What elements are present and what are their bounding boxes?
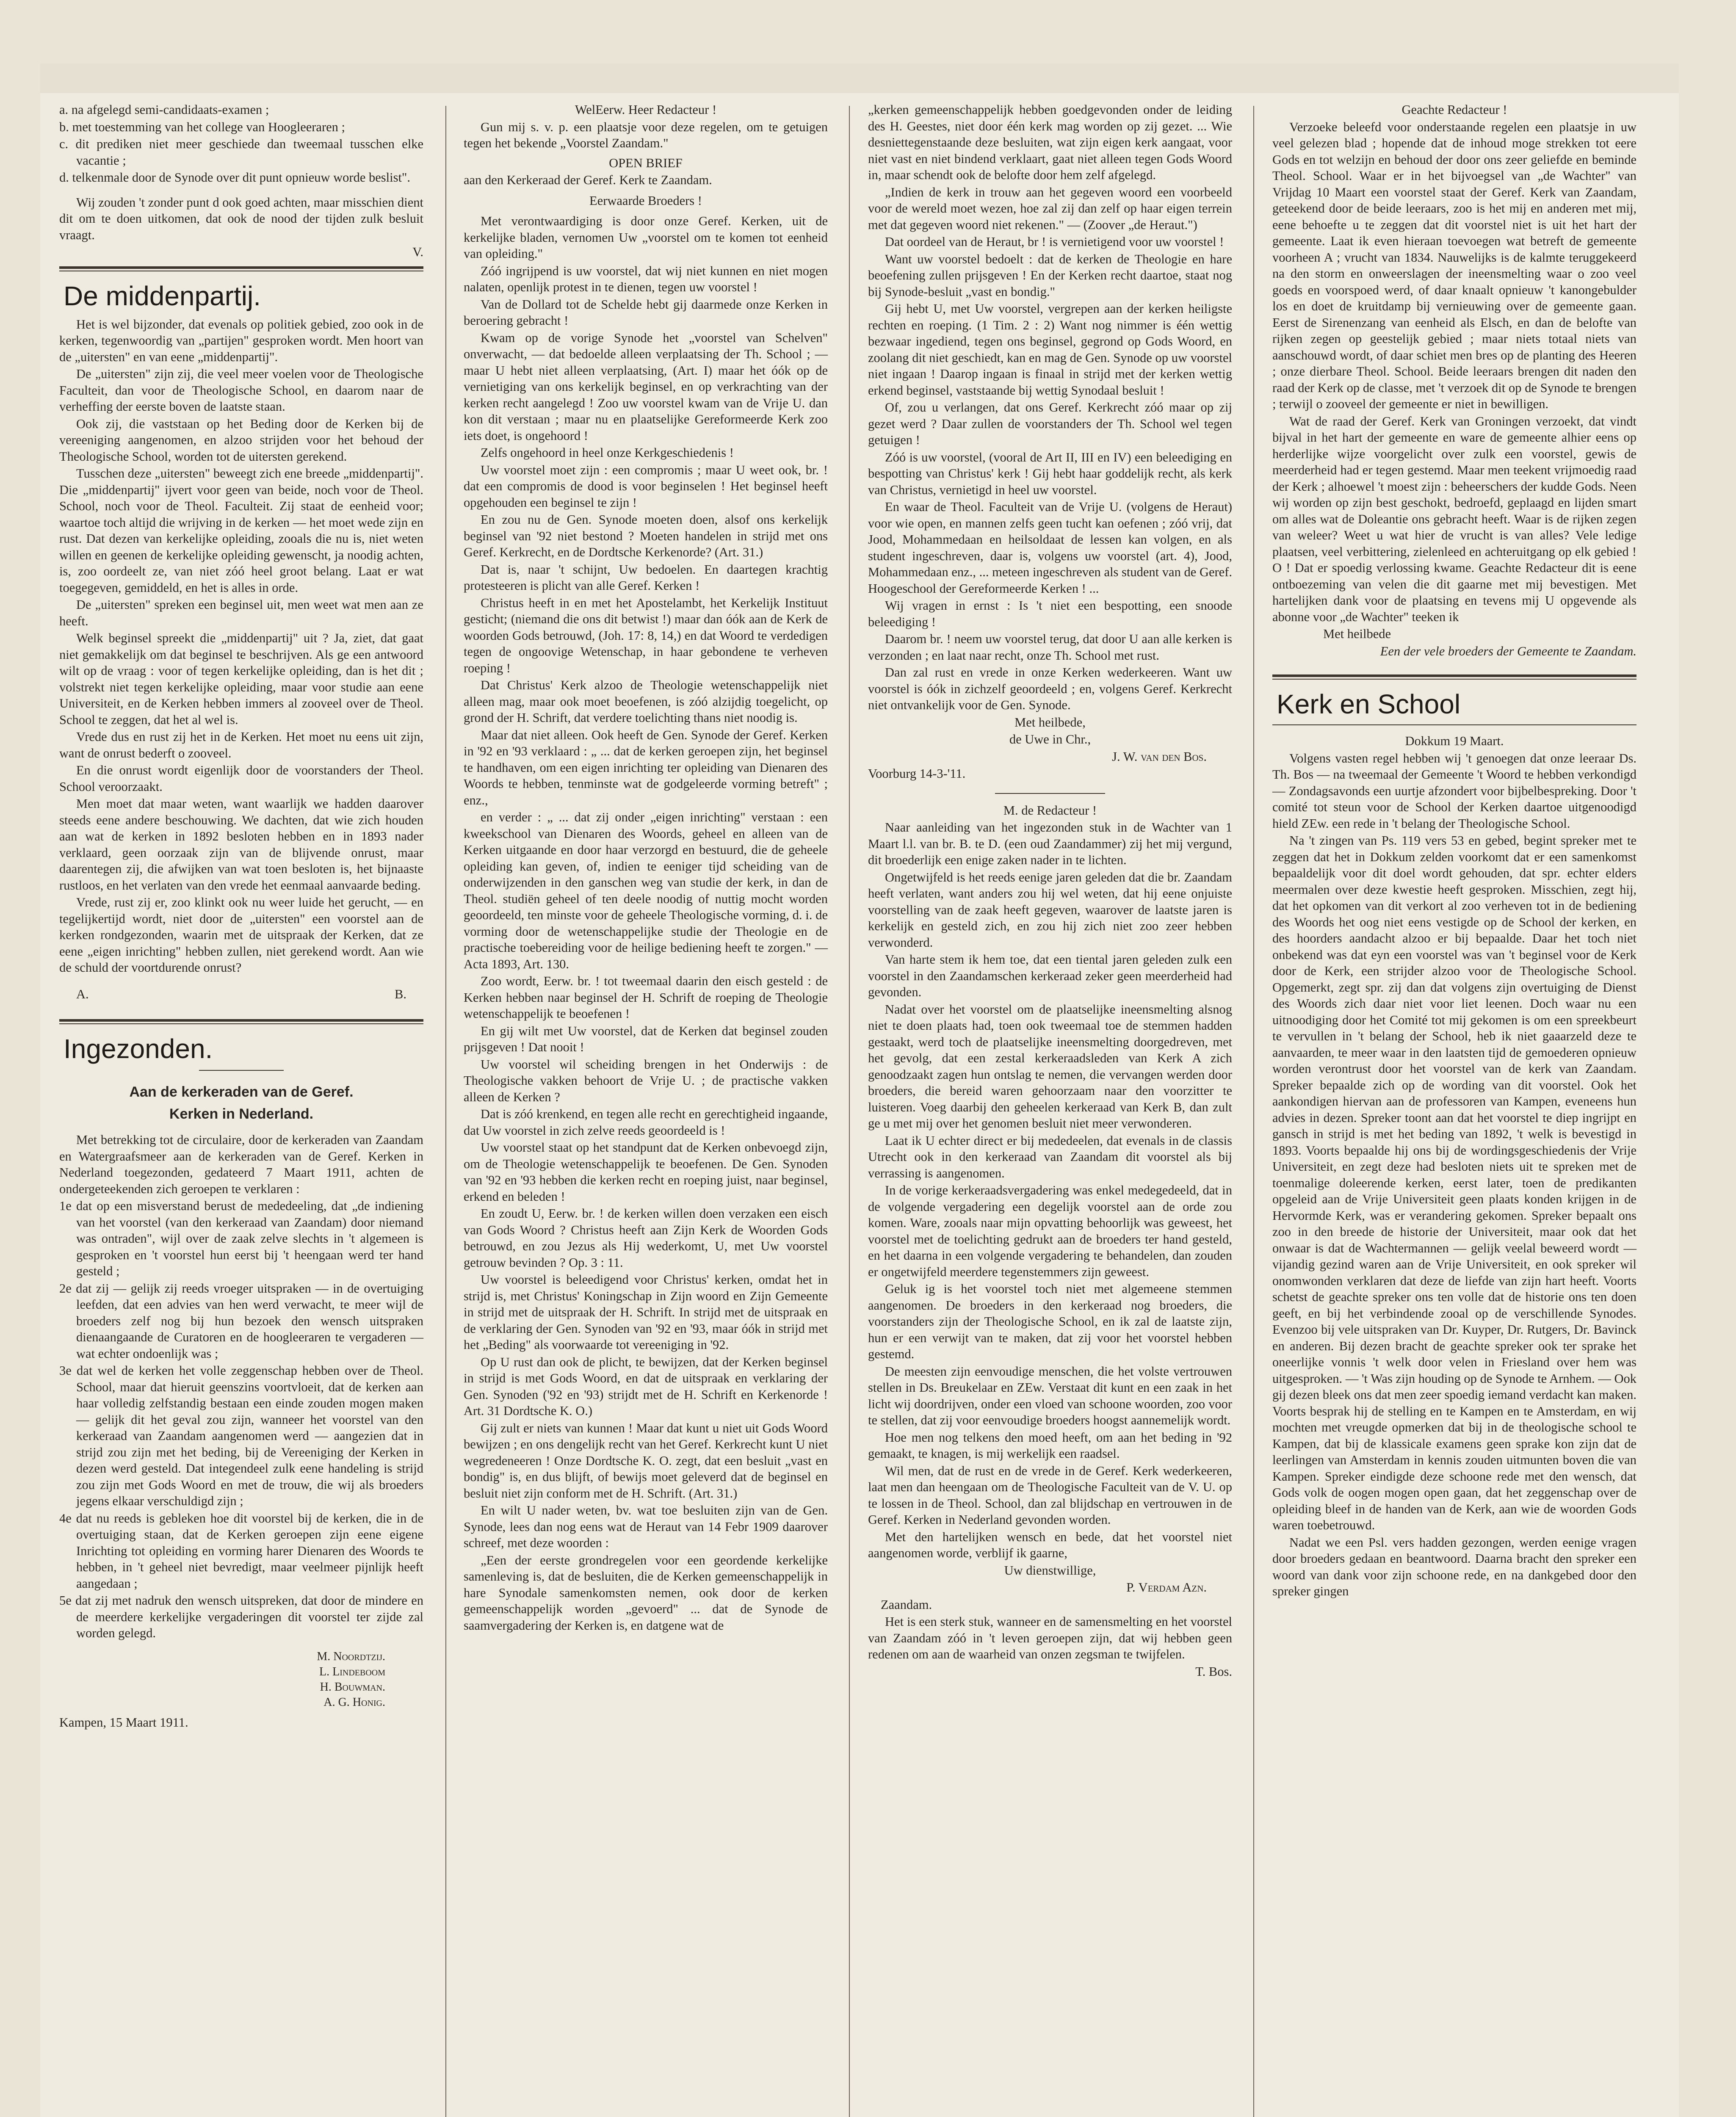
column-4 <box>1272 102 1636 1600</box>
paragraph: Volgens vasten regel hebben wij 't genoegen dat onze leeraar Ds. Th. Bos — na tweemaal der Gemeente 't Woord te hebben verkondigd — Zondagsavonds een uurtje afzondert voor bijbelbespreking. Door 't comité tot steun voor de School der Kerken daartoe uitgenoodigd hield ZEw. een rede in 't belang der Theologische School. <box>1272 751 1636 831</box>
dateline: Zaandam. <box>881 1597 932 1612</box>
signature: Een der vele broeders der Gemeente te Zaandam. <box>1380 644 1636 658</box>
paragraph: Tusschen deze „uitersten" beweegt zich ene breede „middenpartij". Die „middenpartij" ijvert voor geen van beide, noch voor de Theol. School, noch voor de Theol. Faculteit. Zij staat de eenheid voor; waartoe toch altijd die wrijving in de kerken — het moet wede zijn en rust. Dat dezen van kerkelijke opleiding, zooals die nu is, niet weten willen en geenen de kerkelijke opleiding gewenscht, ja noodig achten, is, zoo oordeelt ze, van niet zóó heel groot belang. Laat er wat toegegeven, gemiddeld, en het is alles in orde. <box>59 466 423 595</box>
paragraph: De meesten zijn eenvoudige menschen, die het volste vertrouwen stellen in Ds. Breukelaar en ZEw. Verstaat dit kunt en een zaak in het licht wij doordrijven, onder een vloed van schoone woorden, zoo voor te stellen, dat zij voor eenvoudige broeders hoogst aannemelijk wordt. <box>868 1364 1232 1427</box>
salutation: Geachte Redacteur ! <box>1402 102 1507 117</box>
paragraph: Van harte stem ik hem toe, dat een tiental jaren geleden zulk een voorstel in den Zaandamschen kerkeraad zeker geen meerderheid had gevonden. <box>868 952 1232 999</box>
section-rule <box>59 1023 423 1024</box>
signature: V. <box>412 245 423 259</box>
paragraph: Gun mij s. v. p. een plaatsje voor deze regelen, om te getuigen tegen het bekende „Voorstel Zaandam." <box>464 119 828 150</box>
paragraph: Vrede, rust zij er, zoo klinkt ook nu weer luide het gerucht, — en tegelijkertijd wordt, niet door de „uitersten" een voorstel aan de kerken rondgezonden, waarin met de uitspraak der Kerken, dat ze eene „eigen inrichting" hebben zullen, niet gerekend wordt. Aan wie de schuld der voortdurende onrust? <box>59 895 423 975</box>
paragraph: En wilt U nader weten, bv. wat toe besluiten zijn van de Gen. Synode, lees dan nog eens wat de Heraut van 14 Febr 1909 daarover schreef, met deze woorden : <box>464 1503 828 1550</box>
column-rule <box>849 106 850 2117</box>
paragraph: Op U rust dan ook de plicht, te bewijzen, dat der Kerken beginsel in strijd is met Gods Woord, en dat de uitspraak en verklaring der Gen. Synoden ('92 en '93) strijdt met de H. Schrift en Kerkenorde ! Art. 31 Dordtsche K. O.) <box>464 1354 828 1418</box>
paragraph: Dat is zóó krenkend, en tegen alle recht en gerechtigheid ingaande, dat Uw voorstel in zich zelve reeds geoordeeld is ! <box>464 1107 828 1138</box>
paragraph: Men moet dat maar weten, want waarlijk we hadden daarover steeds eene andere beschouwing. We dachten, dat wie zich houden aan wat de kerken in 1892 besloten hebben en in 1893 nader verklaard, geen oorzaak zijn van de blijvende onrust, maar daarentegen zij, die afwijken van wat toen besloten is, het bijnaaste rustloos, en het verlaten van den vrede het eenmaal aanvaarde beding. <box>59 796 423 893</box>
salutation: WelEerw. Heer Redacteur ! <box>575 102 717 117</box>
paragraph: Ongetwijfeld is het reeds eenige jaren geleden dat die br. Zaandam heeft verlaten, want anders zou hij wel weten, dat hij eene onjuiste voorstelling van de zaak heeft gegeven, waarover de laatste jaren is kerkelijk en gesteld zich, en zou hij zich niet zoo zeer hebben verwonderd. <box>868 870 1232 950</box>
short-rule <box>995 793 1105 794</box>
list-item-b: b. met toestemming van het college van Hoogleeraren ; <box>59 119 346 134</box>
signature: B. <box>395 987 406 1001</box>
paragraph: Wil men, dat de rust en de vrede in de Geref. Kerk wederkeeren, laat men dan heengaan om de Theologische Faculteit van de V. U. op te lossen in de Theol. School, dan zal blijdschap en vertrouwen in de Geref. Kerken in Nederland gevonden worden. <box>868 1463 1232 1527</box>
paragraph: Christus heeft in en met het Apostelambt, het Kerkelijk Instituut gesticht; (niemand die ons dit betwist !) maar dan óók aan de Kerk de woorden Gods betrouwd, (Joh. 17: 8, 14,) en dat Woord te verdedigen tegen de ongoovige Wetenschap, in haar gebondene te verheven roeping ! <box>464 595 828 675</box>
paragraph: Dat oordeel van de Heraut, br ! is vernietigend voor uw voorstel ! <box>885 235 1224 249</box>
paragraph: Van de Dollard tot de Schelde hebt gij daarmede onze Kerken in beroering gebracht ! <box>464 297 828 328</box>
paragraph: En waar de Theol. Faculteit van de Vrije U. (volgens de Heraut) voor wie open, en mannen zelfs geen tucht kan oefenen ; zóó vrij, dat Jood, Mohammedaan en heilsoldaat de lessen kan volgen, en als student ingeschreven, daar is, volgens uw voorstel (art. 4), Jood, Mohammedaan enz., ... meteen ingeschreven als student van de Geref. Hoogeschool der Gereformeerde Kerken ! ... <box>868 500 1232 596</box>
paragraph: En gij wilt met Uw voorstel, dat de Kerken dat beginsel zouden prijsgeven ! Dat nooit ! <box>464 1023 828 1054</box>
section-rule <box>1272 724 1636 725</box>
paragraph: Zóó ingrijpend is uw voorstel, dat wij niet kunnen en niet mogen nalaten, openlijk protest in te dienen, tegen uw voorstel ! <box>464 263 828 294</box>
paragraph: Vrede dus en rust zij het in de Kerken. Het moet nu eens uit zijn, want de onrust bederft o zooveel. <box>59 730 423 760</box>
open-brief-heading: OPEN BRIEF <box>609 155 683 170</box>
dateline: Voorburg 14-3-'11. <box>868 766 966 781</box>
list-item-a: a. na afgelegd semi-candidaats-examen ; <box>59 102 269 117</box>
paragraph: Uw voorstel wil scheiding brengen in het Onderwijs : de Theologische vakken behoort de Vrije U. ; de practische vakken alleen de Kerken ? <box>464 1057 828 1104</box>
salutation: M. de Redacteur ! <box>1003 803 1097 818</box>
signature-block <box>59 1649 423 1710</box>
list-item: 2e dat zij — gelijk zij reeds vroeger uitspraken — in de overtuiging leefden, dat een advies van hen werd verwacht, te meer wijl de broeders zelf nog bij hun bezoek den wensch uitspraken dienaangaande de Curatoren en de hoogleeraren te vergaderen — wat echter ondoenlijk was ; <box>59 1281 423 1361</box>
paragraph: Wij vragen in ernst : Is 't niet een bespotting, een snoode beleediging ! <box>868 598 1232 629</box>
paragraph: En zoudt U, Eerw. br. ! de kerken willen doen verzaken een eisch van Gods Woord ? Christus heeft aan Zijn Kerk de Woorden Gods betrouwd, en zou Jezus als Hij wederkomt, U, met Uw voorstel getrouw bevinden ? Op. 3 : 11. <box>464 1206 828 1270</box>
signature-name: H. Bouwman. <box>320 1680 385 1694</box>
paragraph: „kerken gemeenschappelijk hebben goedgevonden onder de leiding des H. Geestes, niet door één kerk mag worden op zij gezet. ... Wie desniettegenstaande deze besluiten, wat zijn eigen kerk aangaat, voor niet vast en niet bindend verklaart, gaat niet alleen tegen Gods Woord in, maar schendt ook de belofte door hem zelf afgelegd. <box>868 102 1232 182</box>
paragraph: Met verontwaardiging is door onze Geref. Kerken, uit de kerkelijke bladen, vernomen Uw „voorstel om te komen tot eenheid van opleiding." <box>464 214 828 261</box>
paragraph: De „uitersten" zijn zij, die veel meer voelen voor de Theologische Faculteit, dan voor de Theologische School, en daarom naar de verheffing der eerste boven de laatste staan. <box>59 367 423 414</box>
column-2 <box>464 102 828 1634</box>
paragraph: Dat is, naar 't schijnt, Uw bedoelen. En daartegen krachtig protesteeren is plicht van alle Geref. Kerken ! <box>464 562 828 593</box>
section-rule <box>59 266 423 269</box>
list-item-c: c. dit prediken niet meer geschiede dan tweemaal tusschen elke vacantie ; <box>59 137 423 168</box>
page-top-margin <box>40 64 1679 93</box>
section-heading: Ingezonden. <box>64 1034 213 1064</box>
list-item: 4e dat nu reeds is gebleken hoe dit voorstel bij de kerken, die in de overtuiging staan, dat de Kerken geroepen zijn eene eigene Inrichting tot opleiding en vorming harer Dienaren des Woords te hebben, in 't geheel niet bevredigt, maar veelmeer pijnlijk heeft aangedaan ; <box>59 1511 423 1591</box>
dateline: Dokkum 19 Maart. <box>1405 734 1504 748</box>
article-heading: Aan de kerkeraden van de Geref. <box>129 1084 354 1100</box>
paragraph: Dan zal rust en vrede in onze Kerken wederkeeren. Want uw voorstel is óók in zichzelf geoordeeld ; en, volgens Geref. Kerkrecht niet ontvankelijk voor de Gen. Synode. <box>868 665 1232 712</box>
column-1 <box>59 102 423 1731</box>
section-heading: De middenpartij. <box>64 280 261 311</box>
salutation: Eerwaarde Broeders ! <box>589 193 702 208</box>
paragraph: Uw voorstel is beleedigend voor Christus' kerken, omdat het in strijd is, met Christus' Koningschap in Zijn woord en Zijn Gemeente in strijd met de uitspraak der H. Schrift. In strijd met de uitspraak en de verklaring der Gen. Synoden van '92 en '93, maar óók in strijd met het „Beding" als voorwaarde tot vereeniging in '92. <box>464 1272 828 1352</box>
paragraph: Wat de raad der Geref. Kerk van Groningen verzoekt, dat vindt bijval in het hart der gemeente en ware de gemeente alhier eens op herderlijke wijze voorgelicht over zulk een voorstel, gewis de meerderheid had er tegen gestemd. Maar men teekent vrijmoedig raad der Kerk ; alhoewel 't moest zijn : beheerschers der kudde Gods. Neen wij worden op zijn best geschokt, bedroefd, geplaagd en lijden smart om alles wat de Doleantie ons gebracht heeft. Waar is de rijken zegen van weleer? Weet u wat hier de vrucht is van alles? Vele ledige plaatsen, veel verbittering, zielenleed en achteruitgang op elk gebied ! O ! Dat er spoedig verlossing kwame. Geachte Redacteur dit is eene ontboezeming van velen die dit gaarne met mij bevestigen. Met hartelijken dank voor de plaatsing en tevens mij U opgevende als abonne voor „de Wachter" teeken ik <box>1272 414 1636 624</box>
paragraph: Gij zult er niets van kunnen ! Maar dat kunt u niet uit Gods Woord bewijzen ; en ons dengelijk recht van het Geref. Kerkrecht kunt U niet wegredeneeren ! Onze Dordtsche K. O. zegt, dat een besluit „vast en bondig" is, en dus blijft, of bewijs moet geleverd dat de beginsel en besluit niet zijn conform met de H. Schrift. (Art. 31.) <box>464 1421 828 1501</box>
paragraph: Nadat we een Psl. vers hadden gezongen, werden eenige vragen door broeders gedaan en beantwoord. Daarna bracht den spreker een woord van dank voor zijn schoone rede, en na dankgebed door den spreker gingen <box>1272 1535 1636 1598</box>
signature-row <box>59 986 423 1003</box>
list-item: 1e dat op een misverstand berust de mededeeling, dat „de indiening van het voorstel (van den kerkeraad van Zaandam) door niemand was ontraden", wijl over de zaak zelve slechts in 't algemeen is gesproken en 't voorstel hun eerst bij 't heengaan werd ter hand gesteld ; <box>59 1199 423 1278</box>
dateline: Kampen, 15 Maart 1911. <box>59 1715 188 1730</box>
paragraph: „Een der eerste grondregelen voor een geordende kerkelijke samenleving is, dat de besluiten, die de Kerken gemeenschappelijk in hare Synodale samenkomsten nemen, ook door de kerken gemeenschappelijk worden „gevoerd" ... dat de Synode de saamvergadering der Kerken is, en datgene wat de <box>464 1553 828 1633</box>
paragraph: Geluk ig is het voorstel toch niet met algemeene stemmen aangenomen. De broeders in den kerkeraad nog broeders, die voorstanders zijn der Theologische School, en ik zal de laatste zijn, hun er een verwijt van te maken, dat zij voor het voorstel hebben gestemd. <box>868 1282 1232 1361</box>
paragraph: Verzoeke beleefd voor onderstaande regelen een plaatsje in uw veel gelezen blad ; hopende dat de inhoud moge strekken tot eere Gods en tot welzijn en behoud der door ons zeer geliefde en beminde Theol. School. Waar er in het bijvoegsel van „de Wachter" van Vrijdag 10 Maart een voorstel staat der Geref. Kerk van Zaandam, geteekend door de beide leeraars, zoo is het mij en anderen met mij, eene behoefte u te zeggen dat dit voorstel niet is uit het hart der gemeente. Laat ik even hieraan toevoegen wat betreft de gemeente voorheen A ; vrucht van 1834. Nauwelijks is de kalmte teruggekeerd na den storm en onweerslagen der ineensmelting waar o zoo veel goeds en voorspoed werd, of daar knaalt opnieuw 't kanongebulder los en doet de kruitdamp bij vernieuwing over de gemeente gaan. Eerst de Sirenenzang van eenheid als Elsch, en dan de belofte van rijken zegen op geestelijk gebied ; maar niets totaal niets van aanschouwd wordt, of daar schiet men bres op de planting des Heeren ; onze dierbare Theol. School. Beide leeraars brengen dit naden den raad der Kerk op de classe, met 't verzoek dit op de Synode te brengen ; terwijl o zooveel der gemeente er niet in bewilligen. <box>1272 119 1636 411</box>
paragraph: Met den hartelijken wensch en bede, dat het voorstel niet aangenomen worde, verblijf ik gaarne, <box>868 1529 1232 1560</box>
paragraph: Dat Christus' Kerk alzoo de Theologie wetenschappelijk niet alleen mag, maar ook moet beoefenen, is zóó alzijdig toegelicht, op grond der H. Schrift, dat verdere toelichting thans niet noodig is. <box>464 678 828 725</box>
section-heading: Kerk en School <box>1277 689 1461 719</box>
paragraph: Want uw voorstel bedoelt : dat de kerken de Theologie en hare beoefening zullen prijsgeven ! En der Kerken recht daartoe, staat nog bij Synode-besluit „vast en bondig." <box>868 251 1232 299</box>
closing: de Uwe in Chr., <box>1009 732 1091 746</box>
column-rule <box>445 106 446 2117</box>
signature-name: A. G. Honig. <box>323 1695 385 1709</box>
signature: T. Bos. <box>1195 1664 1232 1679</box>
paragraph: Hoe men nog telkens den moed heeft, om aan het beding in '92 gemaakt, te knagen, is mij werkelijk een raadsel. <box>868 1430 1232 1461</box>
paragraph: Uw voorstel staat op het standpunt dat de Kerken onbevoegd zijn, om de Theologie wetenschappelijk te beoefenen. De Gen. Synoden van '92 en '93 hebben die kerken recht en roeping juist, naar beginsel, erkend en beleden ! <box>464 1140 828 1204</box>
paragraph: De „uitersten" spreken een beginsel uit, men weet wat men aan ze heeft. <box>59 597 423 628</box>
paragraph: Zoo wordt, Eerw. br. ! tot tweemaal daarin den eisch gesteld : de Kerken hebben naar beginsel der H. Schrift de roeping de Theologie wetenschappelijk te beoefenen ! <box>464 974 828 1021</box>
paragraph: Daarom br. ! neem uw voorstel terug, dat door U aan alle kerken is verzonden ; en laat naar recht, onze Th. School met rust. <box>868 632 1232 663</box>
paragraph: En zou nu de Gen. Synode moeten doen, alsof ons kerkelijk beginsel van '92 niet bestond ? Moeten handelen in strijd met ons Geref. Kerkrecht, en de Dordtsche Kerkenorde? (Art. 31.) <box>464 512 828 559</box>
paragraph: „Indien de kerk in trouw aan het gegeven woord een voorbeeld voor de wereld moet wezen, hoe zal zij dan zelf op haar eigen terrein met dat gegeven woord niet rekenen." — (Zoover „de Heraut.") <box>868 185 1232 232</box>
paragraph: Zelfs ongehoord in heel onze Kerkgeschiedenis ! <box>481 445 734 460</box>
paragraph: Maar dat niet alleen. Ook heeft de Gen. Synode der Geref. Kerken in '92 en '93 verklaard : „ ... dat de kerken geroepen zijn, het beginsel te handhaven, om een eigen inrichting ter opleiding van Dienaren des Woords te hebben, tenminste wat de godgeleerde vorming betreft" ; enz., <box>464 727 828 807</box>
signature: A. <box>76 987 89 1001</box>
paragraph: Het is wel bijzonder, dat evenals op politiek gebied, zoo ook in de kerken, tegenwoordig van „partijen" gesproken wordt. Men hoort van de „uitersten" en van eene „middenpartij". <box>59 317 423 364</box>
section-rule <box>59 1019 423 1022</box>
paragraph: En die onrust wordt eigenlijk door de voorstanders der Theol. School veroorzaakt. <box>59 763 423 794</box>
section-rule <box>1272 679 1636 680</box>
list-item: 3e dat wel de kerken het volle zeggenschap hebben over de Theol. School, maar dat hieruit geenszins voortvloeit, dat de kerken aan haar volledig zelfstandig bestaan een einde zouden mogen maken — gelijk dit het geval zou zijn, wanneer het voorstel van den kerkeraad van Zaandam aangenomen werd — aangezien dat in strijd zou zijn met het beding, bij de Vereeniging der Kerken in dezen werd gesteld. Dat integendeel zulk eene handeling is strijd zou zijn met Gods Woord en met de trouw, die wij als broeders jegens elkaar verschuldigd zijn ; <box>59 1363 423 1508</box>
paragraph: Wij zouden 't zonder punt d ook goed achten, maar misschien dient dit om te doen uitkomen, dat ook de nood der tijden zulk besluit vraagt. <box>59 195 423 242</box>
paragraph: Naar aanleiding van het ingezonden stuk in de Wachter van 1 Maart l.l. van br. B. te D. (een oud Zaandammer) zij het mij vergund, dit broederlijk een enige zaken nader in te lichten. <box>868 820 1232 867</box>
article-heading: Kerken in Nederland. <box>169 1106 314 1122</box>
signature-name: M. Noordtzij. <box>317 1650 385 1663</box>
short-rule <box>199 1070 284 1071</box>
section-rule <box>1272 674 1636 677</box>
paragraph: Met betrekking tot de circulaire, door de kerkeraden van Zaandam en Watergraafsmeer aan de kerkeraden van de Geref. Kerken in Nederland toegezonden, gedateerd 7 Maart 1911, achten de ondergeteekenden zich geroepen te verklaren : <box>59 1133 423 1196</box>
paragraph: Het is een sterk stuk, wanneer en de samensmelting en het voorstel van Zaandam zóó in 't leven geroepen zijn, dat wij hebben geen redenen om aan de waarheid van onzen zegsman te twijfelen. <box>868 1614 1232 1661</box>
paragraph: Zóó is uw voorstel, (vooral de Art II, III en IV) een beleediging en bespotting van Christus' kerk ! Gij hebt haar goddelijk recht, als kerk van Christus, vernietigd in heel uw voorstel. <box>868 450 1232 497</box>
newspaper-page <box>40 64 1679 2117</box>
paragraph: Welk beginsel spreekt die „middenpartij" uit ? Ja, ziet, dat gaat niet gemakkelijk om dat beginsel te beschrijven. Als ge een antwoord wilt op de vraag : voor of tegen kerkelijke opleiding, dan is het dit ; volstrekt niet tegen kerkelijke opleiding, maar voor studie aan eene Universiteit, en de Kerken hebben immers al zooveel over de Theol. School te zeggen, dat het al wel is. <box>59 631 423 727</box>
column-3 <box>868 102 1232 1680</box>
paragraph: Nadat over het voorstel om de plaatselijke ineensmelting alsnog niet te doen plaats had, toen ook tweemaal toe de stemmen hadden gestaakt, werd toch de plaatselijke ineensmelting doorgedreven, met het gevolg, dat een zestal kerkeraadsleden van Kerk A zich genoodzaakt zagen hun ontslag te nemen, die vervangen werden door broeders, die bereid waren gehoorzaam naar den voorzitter te luisteren. Voeg daarbij den geheelen kerkeraad van Kerk B, dan zult ge u met mij over het genomen besluit niet meer verwonderen. <box>868 1002 1232 1130</box>
list-item-d: d. telkenmale door de Synode over dit punt opnieuw worde beslist". <box>59 170 411 185</box>
paragraph: Uw voorstel moet zijn : een compromis ; maar U weet ook, br. ! dat een compromis de dood is voor beginselen ! Het beginsel heeft opgehouden een beginsel te zijn ! <box>464 462 828 510</box>
closing: Uw dienstwillige, <box>1004 1563 1096 1578</box>
signature: P. Verdam Azn. <box>1126 1580 1207 1595</box>
paragraph: aan den Kerkeraad der Geref. Kerk te Zaandam. <box>464 173 712 187</box>
closing: Met heilbede <box>1323 627 1391 641</box>
column-rule <box>1253 106 1254 2117</box>
paragraph: In de vorige kerkeraadsvergadering was enkel medegedeeld, dat in de volgende vergadering een degelijk voorstel aan de orde zou komen. Ware, zooals naar mijn opvatting behoorlijk was geweest, het voorstel met de toelichting gedrukt aan de broeders ter hand gesteld, en het daarna in een volgende vergadering te behandelen, dan zouden er ongetwijfeld meerdere tegenstemmers zijn geweest. <box>868 1183 1232 1279</box>
closing: Met heilbede, <box>1015 715 1086 730</box>
paragraph: Kwam op de vorige Synode het „voorstel van Schelven" onverwacht, — dat bedoelde alleen verplaatsing der Th. School ; — maar U hebt niet alleen verplaatsing, (Art. I) maar het óók op de vernietiging van ons kerkelijk beginsel, en op verkrachting van der kerken recht aangelegd ! Zoo uw voorstel kwam van de Vrije U. dan kon dit verstaan ; maar nu en plaatselijke Gereformeerde Kerk zoo iets doet, is ongehoord ! <box>464 330 828 443</box>
paragraph: Laat ik U echter direct er bij mededeelen, dat evenals in de classis Utrecht ook in den kerkeraad van Zaandam dit voorstel als bij verrassing is aangenomen. <box>868 1133 1232 1180</box>
paragraph: Ook zij, die vaststaan op het Beding door de Kerken bij de vereeniging aangenomen, en alzoo strijden voor het behoud der Theologische School, worden tot de uitersten gerekend. <box>59 416 423 464</box>
signature-name: L. Lindeboom <box>319 1665 385 1678</box>
paragraph: Of, zou u verlangen, dat ons Geref. Kerkrecht zóó maar op zij gezet werd ? Daar zullen de voorstanders der Th. School wel tegen getuigen ! <box>868 400 1232 447</box>
signature: J. W. van den Bos. <box>1112 749 1207 764</box>
paragraph: Na 't zingen van Ps. 119 vers 53 en gebed, begint spreker met te zeggen dat het in Dokkum zelden voorkomt dat er een samenkomst bepaaldelijk voor dit doel wordt gehouden, dat spr. echter elders meermalen over deze kwestie heeft gesproken. Misschien, zegt hij, dat het opkomen van dit verkort al zoo verheven tot in de bediening des Woords het oog niet eens vestigde op de School der kerken, en des hoorders aandacht alzoo er bij bepaalde. Daar het toch niet onbekend was dat eyn een voorstel was van 't beginsel voor de Kerk door de Kerk, een strijder alzoo voor de Theologische School. Opgemerkt, zegt spr. zij dan dat volgens zijn overtuiging de Dienst des Woords zich daar niet voor liet leenen. Doch waar nu een uitnoodiging door het Comité tot mij gekomen is om een spreekbeurt te vervullen in 't belang der School, heb ik niet gaaarzeld deze te aanvaarden, te meer waar in den laatsten tijd de gemoederen opnieuw worden verontrust door het voorstel van de kerk van Zaandam. Spreker bepaalde zich op de wording van dit voorstel. Ook het aankondigen hiervan aan de professoren van Kampen, eveneens hun advies in dezen. Spreker toont aan dat het voorstel te diep ingrijpt en gansch in strijd is met het beding van 1892, 't welk is bevestigd in 1893. Voorts bepaalde hij ons bij de wordingsgeschiedenis der Vrije Universiteit, en zegt deze had besloten niets uit te spreken met de toenmalige doleerende kerken, eerst later, toen de predikanten opgeleid aan de Vrije Universiteit geen plaats konden krijgen in de Hervormde Kerk, was er verandering gekomen. Spreker bepaalt ons zoo in den breede de historie der Universiteit, maar ook dat het onwaar is dat de Wachtermannen — gelijk veelal beweerd wordt — vijandig gezind waren aan de Vrije Universiteit, en ook spreker wil onomwonden verklaren dat deze de liefde van zijn hart heeft. Voorts schetst de geachte spreker ons ten volle dat de historie ons ten doen geeft, en bij het verbindende zooal op de verschillende Synodes. Evenzoo bij vele uitspraken van Dr. Kuyper, Dr. Rutgers, Dr. Bavinck en anderen. Bij dezen bracht de geachte spreker ook ter sprake het oneerlijke vonnis 't welk door velen in Friesland over hem was uitgesproken. — 't Was zijn houding op de Synode te Arnhem. — Ook gij dezen bleek ons dat men zeer spoedig iemand verdacht kan maken. Voorts besprak hij de stelling en te Kampen en te Amsterdam, en wij mochten met vreugde opmerken dat bij in de theologische school te Kampen, dat bij de klassicale examens geen sprake kon zijn dat de leerlingen van Amsterdam in kennis zouden uitmunten boven die van Kampen. Spreker eindigde deze schoone rede met den wensch, dat Gods volk de oogen mogen open gaan, dat het zeggenschap over de opleiding bleef in de handen van de Kerk, aan wie de woorden Gods waren toebetrouwd. <box>1272 833 1636 1532</box>
paragraph: en verder : „ ... dat zij onder „eigen inrichting" verstaan : een kweekschool van Dienaren des Woords, geheel en alleen van de Kerken uitgaande en door haar verzorgd en bestuurd, die de geheele opleiding kan geven, of, indien te eeniger tijd scheiding van de onderwijzenden in den ganschen weg van studie der kerk, in dan de Theol. studiën geheel of ten deele noodig of nuttig mocht worden geoordeeld, ten minste voor de geheele Theologische vorming, d. i. de vorming door de wetenschappelijke studie der Theologie en de practische toebereiding voor de heilige bediening heeft te zorgen." — Acta 1893, Art. 130. <box>464 810 828 971</box>
paragraph: Gij hebt U, met Uw voorstel, vergrepen aan der kerken heiligste rechten en roeping. (1 Tim. 2 : 2) Want nog nimmer is één wettig bezwaar ingediend, tegen ons beginsel, gegrond op Gods Woord, en zoolang dit niet geschiedt, kan en mag de Gen. Synode op uw voorstel niet ingaan ! Daarop ingaan is finaal in strijd met der kerken wettig erkend beginsel, vaststaande bij wettig Synodaal besluit ! <box>868 301 1232 398</box>
list-item: 5e dat zij met nadruk den wensch uitspreken, dat door de mindere en de meerdere kerkelijke vergaderingen dit voorstel ter zijde zal worden gelegd. <box>59 1593 423 1640</box>
